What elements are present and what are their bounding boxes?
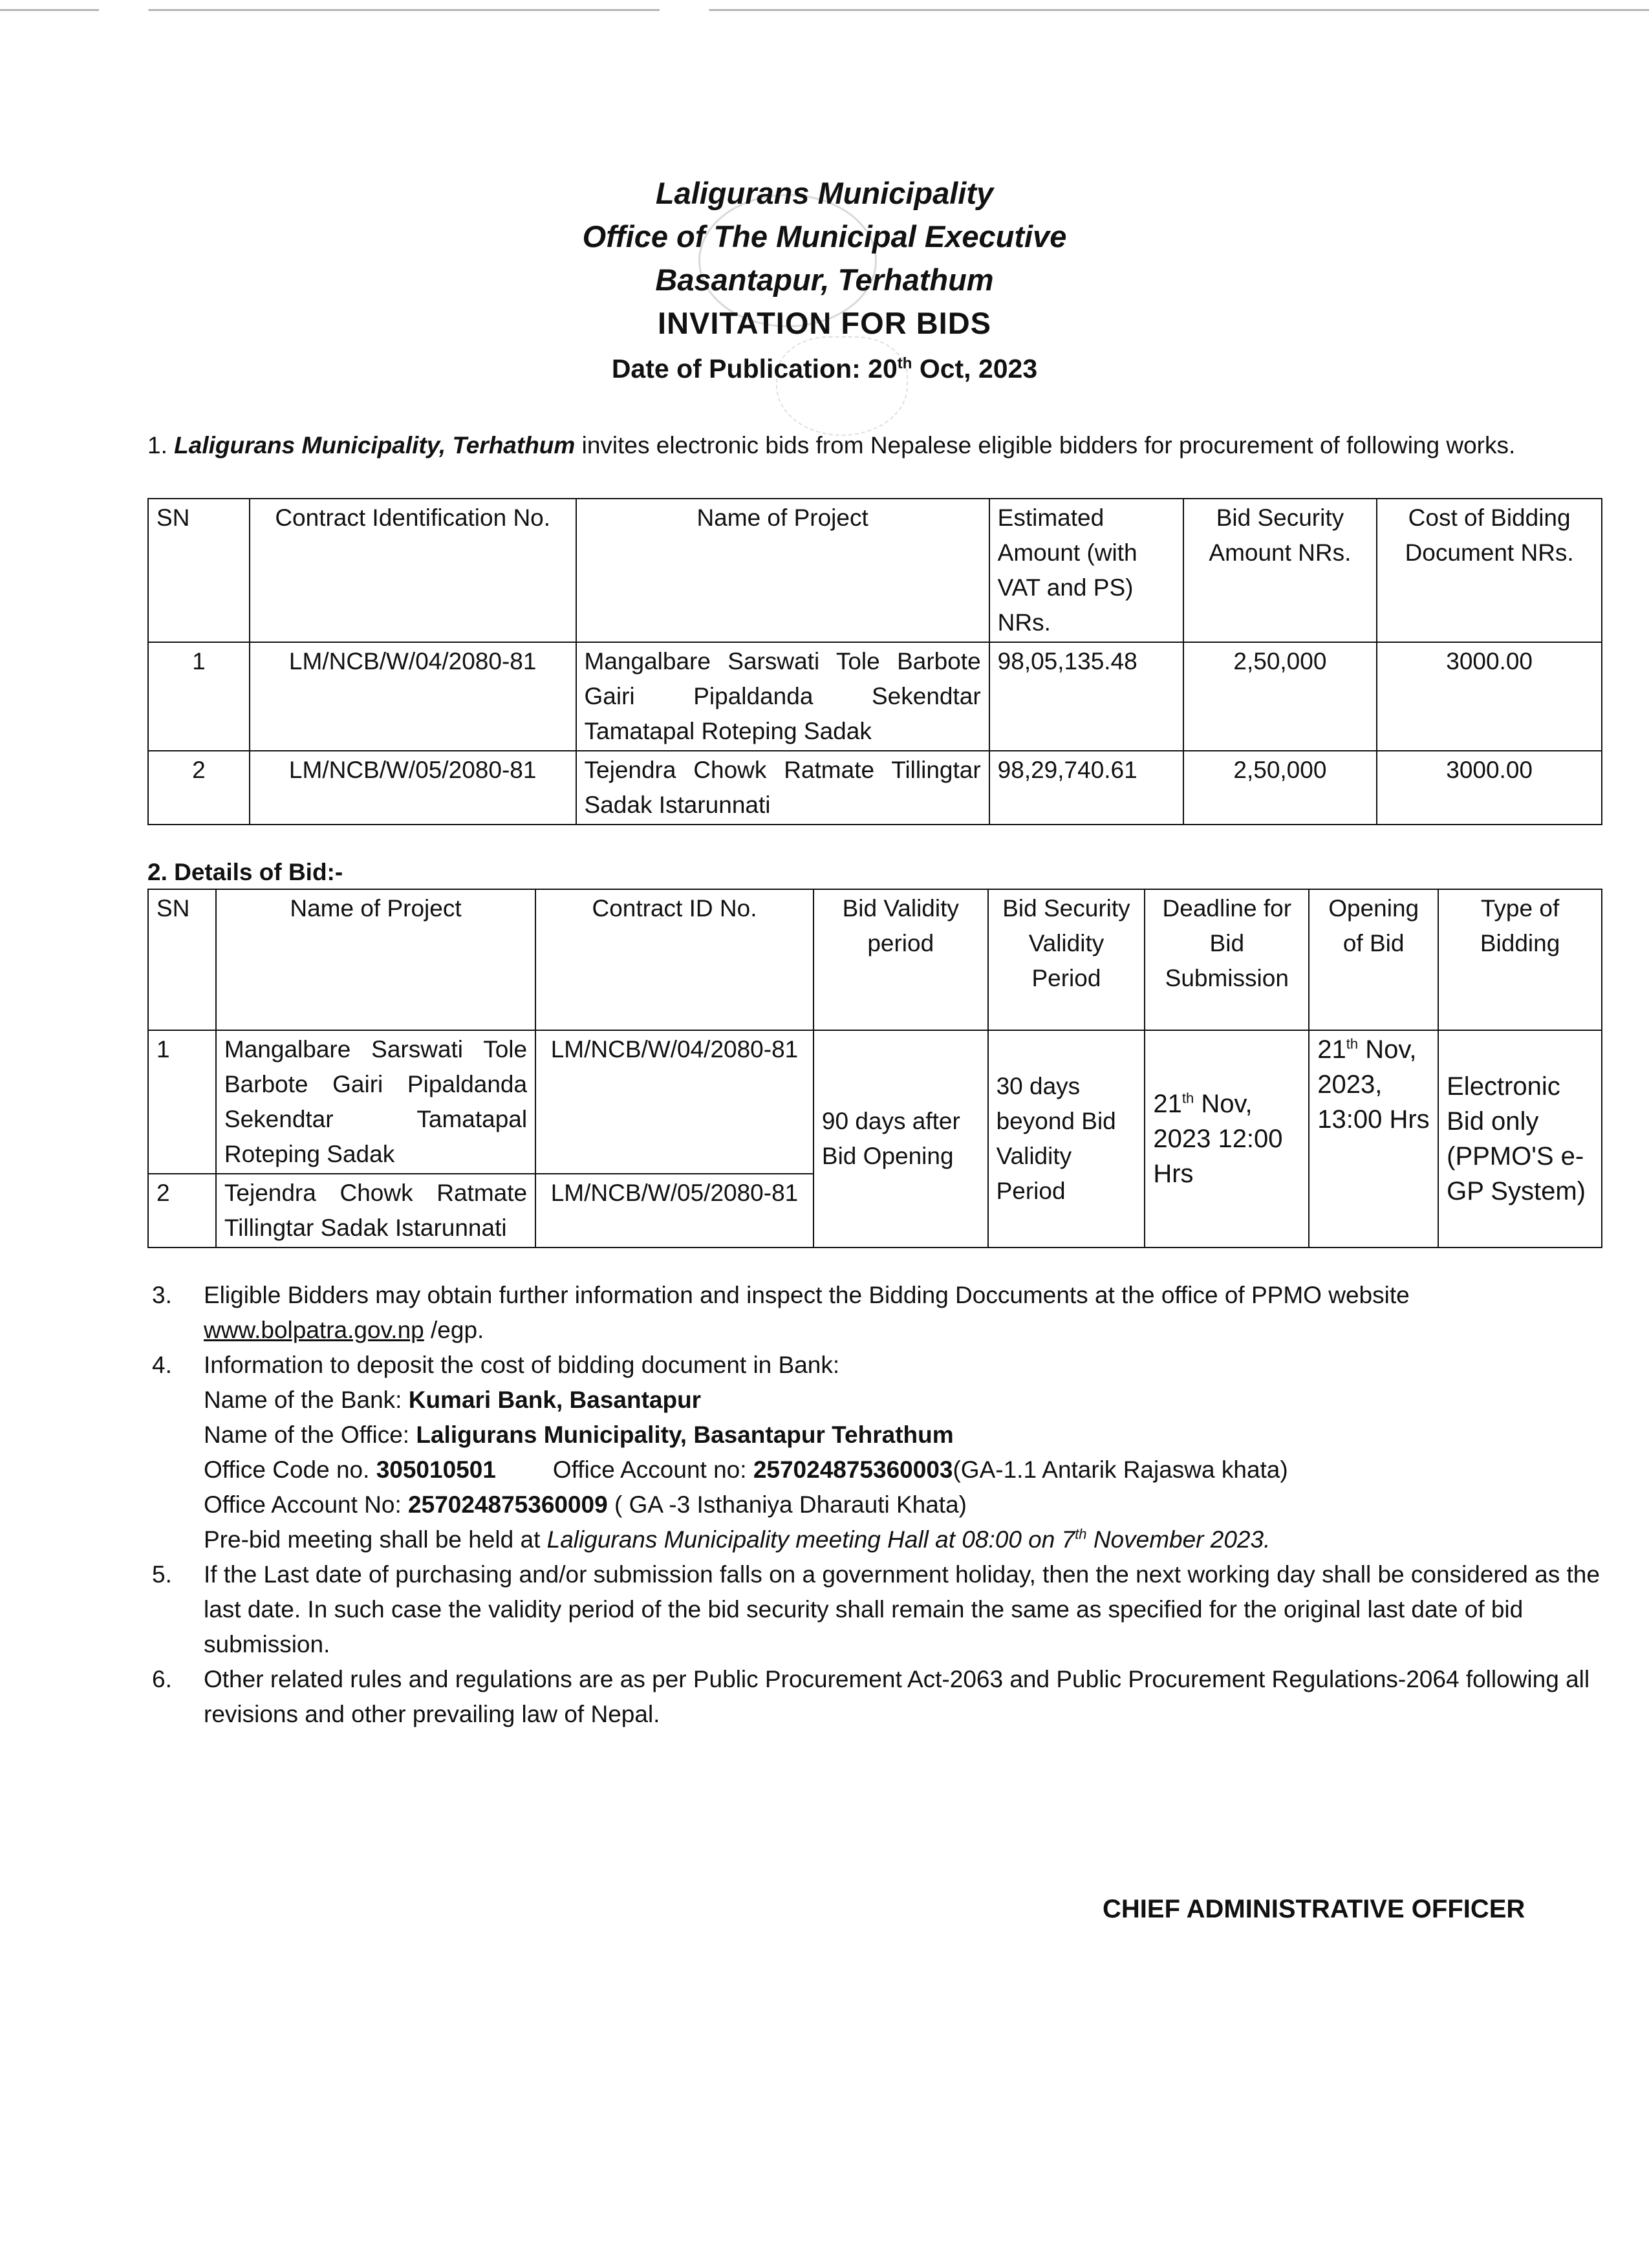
scan-top-border	[0, 9, 1649, 11]
list-item: 5. If the Last date of purchasing and/or submission falls on a government holiday, then the next working day shall be considered as the last date. In such case the validity period of the bid security shall remain the same as specified for the original last date of bid submission.	[152, 1561, 1600, 1658]
col-estimated-amount: Estimated Amount (with VAT and PS) NRs.	[989, 499, 1183, 642]
section-1-text: 1. Laligurans Municipality, Terhathum invites electronic bids from Nepalese eligible bidders for procurement of following works.	[147, 432, 1516, 459]
document-header	[0, 171, 1649, 384]
cell-bid-security: 2,50,000	[1183, 642, 1377, 751]
col-deadline: Deadline for Bid Submission	[1145, 889, 1309, 1030]
list-item: 4. Information to deposit the cost of bidding document in Bank: Name of the Bank: Kumari Bank, Basantapur Name of the Office: Laligurans Municipality, Basantapur Tehrathum Office Code no. 305010501 Office Account no: 257024875360003(GA-1.1 Antarik Rajaswa khata) Office Account No: 257024875360009 ( GA -3 Isthaniya Dharauti Khata) Pre-bid meeting shall be held at Laligurans Municipality meeting Hall at 08:00 on 7th November 2023.	[152, 1348, 1613, 1557]
list-item: 6. Other related rules and regulations are as per Public Procurement Act-2063 and Public Procurement Regulations-2064 following all revisions and other prevailing law of Nepal.	[152, 1666, 1590, 1727]
works-table	[147, 498, 1602, 825]
cell-sn: 2	[148, 751, 250, 825]
col-project-name: Name of Project	[576, 499, 989, 642]
cell-doc-cost: 3000.00	[1377, 751, 1602, 825]
col-contract-id: Contract ID No.	[535, 889, 814, 1030]
col-sn: SN	[148, 889, 216, 1030]
cell-contract-id: LM/NCB/W/04/2080-81	[250, 642, 576, 751]
cell-estimated-amount: 98,29,740.61	[989, 751, 1183, 825]
municipality-name: Laligurans Municipality	[655, 176, 994, 210]
cell-contract-id: LM/NCB/W/04/2080-81	[535, 1030, 814, 1174]
cell-bid-validity: 90 days after Bid Opening	[814, 1030, 988, 1247]
signature-title: CHIEF ADMINISTRATIVE OFFICER	[1103, 1895, 1525, 1923]
col-bid-validity: Bid Validity period	[814, 889, 988, 1030]
col-contract-id: Contract Identification No.	[250, 499, 576, 642]
bid-details-table	[147, 889, 1602, 1248]
account-line: Office Account No: 257024875360009 ( GA -3 Isthaniya Dharauti Khata)	[204, 1491, 967, 1518]
prebid-line: Pre-bid meeting shall be held at Laligurans Municipality meeting Hall at 08:00 on 7th November 2023.	[204, 1526, 1271, 1553]
cell-project-name: Tejendra Chowk Ratmate Tillingtar Sadak Istarunnati	[576, 751, 989, 825]
list-item: 3. Eligible Bidders may obtain further information and inspect the Bidding Doccuments at the office of PPMO website www.bolpatra.gov.np /egp.	[152, 1282, 1410, 1343]
col-bid-security: Bid Security Amount NRs.	[1183, 499, 1377, 642]
document-title: INVITATION FOR BIDS	[658, 306, 991, 340]
cell-sn: 2	[148, 1174, 216, 1247]
office-name-line: Name of the Office: Laligurans Municipality, Basantapur Tehrathum	[204, 1421, 954, 1448]
cell-bid-security: 2,50,000	[1183, 751, 1377, 825]
col-security-validity: Bid Security Validity Period	[988, 889, 1145, 1030]
cell-estimated-amount: 98,05,135.48	[989, 642, 1183, 751]
col-sn: SN	[148, 499, 250, 642]
cell-project-name: Mangalbare Sarswati Tole Barbote Gairi Pipaldanda Sekendtar Tamatapal Roteping Sadak	[216, 1030, 535, 1174]
cell-doc-cost: 3000.00	[1377, 642, 1602, 751]
cell-contract-id: LM/NCB/W/05/2080-81	[535, 1174, 814, 1247]
cell-deadline: 21th Nov, 2023 12:00 Hrs	[1145, 1030, 1309, 1247]
office-name: Office of The Municipal Executive	[582, 219, 1067, 254]
cell-sn: 1	[148, 1030, 216, 1174]
office-code-line: Office Code no. 305010501 Office Account no: 257024875360003(GA-1.1 Antarik Rajaswa khata)	[204, 1456, 1288, 1483]
cell-project-name: Mangalbare Sarswati Tole Barbote Gairi Pipaldanda Sekendtar Tamatapal Roteping Sadak	[576, 642, 989, 751]
cell-security-validity: 30 days beyond Bid Validity Period	[988, 1030, 1145, 1247]
cell-sn: 1	[148, 642, 250, 751]
cell-opening: 21th Nov, 2023, 13:00 Hrs	[1309, 1030, 1438, 1247]
col-project-name: Name of Project	[216, 889, 535, 1030]
table-row	[148, 642, 1602, 751]
cell-bidding-type: Electronic Bid only (PPMO'S e-GP System)	[1438, 1030, 1602, 1247]
col-bidding-type: Type of Bidding	[1438, 889, 1602, 1030]
table-row	[148, 1030, 1602, 1174]
col-doc-cost: Cost of Bidding Document NRs.	[1377, 499, 1602, 642]
table-header-row	[148, 499, 1602, 642]
cell-project-name: Tejendra Chowk Ratmate Tillingtar Sadak Istarunnati	[216, 1174, 535, 1247]
section-2-heading: 2. Details of Bid:-	[147, 859, 343, 885]
table-row	[148, 751, 1602, 825]
table-header-row	[148, 889, 1602, 1030]
ppmo-website-link[interactable]: www.bolpatra.gov.np	[204, 1317, 424, 1343]
notice-items	[152, 1278, 1613, 1732]
col-opening: Opening of Bid	[1309, 889, 1438, 1030]
bank-name-line: Name of the Bank: Kumari Bank, Basantapur	[204, 1387, 702, 1413]
publication-date: Date of Publication: 20th Oct, 2023	[611, 354, 1038, 383]
cell-contract-id: LM/NCB/W/05/2080-81	[250, 751, 576, 825]
office-address: Basantapur, Terhathum	[655, 263, 994, 297]
